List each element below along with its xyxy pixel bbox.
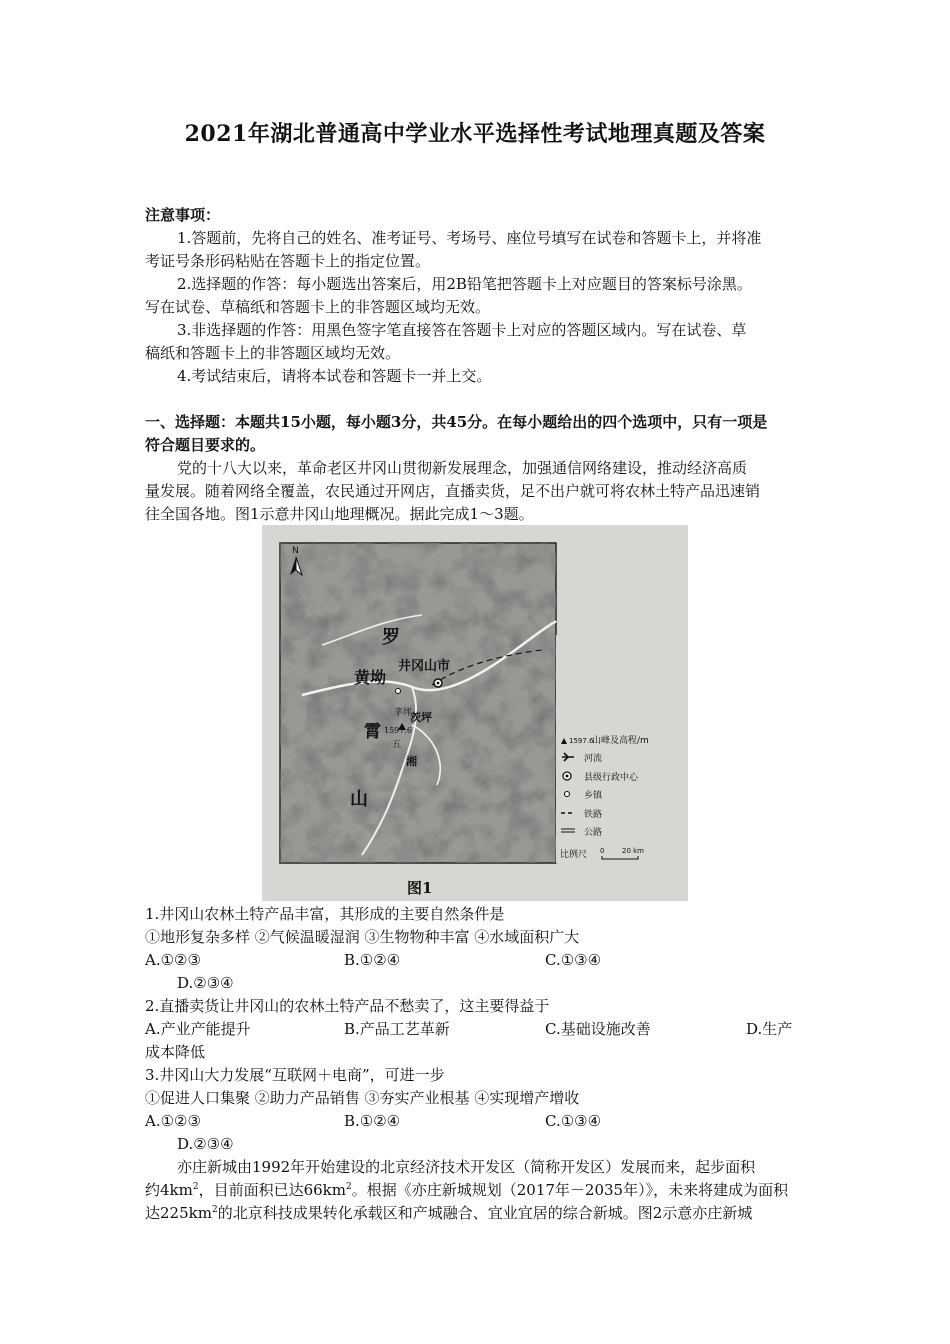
map-label-zhu: 黄坳 <box>354 668 387 687</box>
legend-scale-label: 比例尺 <box>560 850 588 860</box>
north-label: N <box>292 546 299 556</box>
map-label-luo: 罗 <box>382 627 400 648</box>
map-label-town2: 五 <box>392 740 402 750</box>
legend-peak: 山峰及高程/m <box>592 736 649 746</box>
notice-line: 写在试卷、草稿纸和答题卡上的非答题区域均无效。 <box>145 298 491 316</box>
map-label-elev: 1597.6 <box>384 726 412 735</box>
q2-option-c[interactable]: C.基础设施改善 <box>545 1020 651 1038</box>
notice-line: 4.考试结束后，请将本试卷和答题卡一并上交。 <box>177 367 492 385</box>
figure-caption: 图1 <box>407 879 433 897</box>
question-1-items: ①地形复杂多样 ②气候温暖湿润 ③生物物种丰富 ④水域面积广大 <box>145 928 580 946</box>
intro-line: 党的十八大以来，革命老区井冈山贯彻新发展理念，加强通信网络建设，推动经济高质 <box>177 459 748 477</box>
q1-option-c[interactable]: C.①③④ <box>545 951 602 969</box>
map-label-city: 井冈山市 <box>398 659 451 674</box>
map-label-town: 茅坪 <box>394 708 413 718</box>
page-title: 2021年湖北普通高中学业水平选择性考试地理真题及答案 <box>184 121 766 147</box>
notice-heading: 注意事项： <box>145 206 221 224</box>
question-3-items: ①促进人口集聚 ②助力产品销售 ③夯实产业根基 ④实现增产增收 <box>145 1089 580 1107</box>
intro2-line: 达$225km^2$的北京科技成果转化承载区和产城融合、宜业宜居的综合新城。图2示意亦庄新城 <box>145 1204 753 1222</box>
question-1-stem: 1.井冈山农林土特产品丰富，其形成的主要自然条件是 <box>145 905 505 923</box>
intro-line: 量发展。随着网络全覆盖，农民通过开网店，直播卖货，足不出户就可将农林土特产品迅速销 <box>145 482 761 500</box>
q2-option-b[interactable]: B.产品工艺革新 <box>344 1020 450 1038</box>
town-marker-icon <box>396 689 401 694</box>
legend-county: 县级行政中心 <box>584 773 639 783</box>
legend-river: 河流 <box>584 754 603 764</box>
intro-line: 往全国各地。图1示意井冈山地理概况。据此完成1～3题。 <box>145 505 534 523</box>
section-heading: 一、选择题：本题共15小题，每小题3分，共45分。在每小题给出的四个选项中，只有一项是 <box>145 413 768 431</box>
figure-1-map <box>262 525 688 901</box>
q2-option-d-cont: 成本降低 <box>145 1043 206 1061</box>
section-heading-cont: 符合题目要求的。 <box>145 436 266 454</box>
q2-option-a[interactable]: A.产业产能提升 <box>145 1020 251 1038</box>
map-label-ci: 茨坪 <box>410 711 432 724</box>
legend-town-icon <box>565 792 570 797</box>
notice-line: 稿纸和答题卡上的非答题区域均无效。 <box>145 344 401 362</box>
map-label-shan: 山 <box>350 789 368 810</box>
q3-option-b[interactable]: B.①②④ <box>344 1112 401 1130</box>
q3-option-a[interactable]: A.①②③ <box>145 1112 201 1130</box>
q2-option-d[interactable]: D.生产 <box>746 1020 793 1038</box>
notice-line: 3.非选择题的作答：用黑色签字笔直接答在答题卡上对应的答题区域内。写在试卷、草 <box>177 321 747 339</box>
map-label-xian: 湘 <box>406 755 417 768</box>
q1-option-b[interactable]: B.①②④ <box>344 951 401 969</box>
legend-scale-zero: 0 <box>600 847 605 855</box>
q3-option-c[interactable]: C.①③④ <box>545 1112 602 1130</box>
q3-option-d[interactable]: D.②③④ <box>177 1135 234 1153</box>
legend-town: 乡镇 <box>584 791 603 801</box>
intro2-line: 亦庄新城由1992年开始建设的北京经济技术开发区（简称开发区）发展而来，起步面积 <box>177 1158 756 1176</box>
q1-option-d[interactable]: D.②③④ <box>177 974 234 992</box>
legend-railway: 铁路 <box>584 810 603 820</box>
notice-line: 1.答题前，先将自己的姓名、准考证号、考场号、座位号填写在试卷和答题卡上，并将准 <box>177 229 762 247</box>
question-3-stem: 3.井冈山大力发展“互联网＋电商”，可进一步 <box>145 1066 445 1084</box>
legend-scale-value: 20 km <box>622 847 645 855</box>
q1-option-a[interactable]: A.①②③ <box>145 951 201 969</box>
notice-line: 2.选择题的作答：每小题选出答案后，用2B铅笔把答题卡上对应题目的答案标号涂黑。 <box>177 275 752 293</box>
legend-road: 公路 <box>584 828 603 838</box>
intro2-line: 约$4km^2$，目前面积已达$66km^2$。根据《亦庄新城规划（2017年－2035年）》，未来将建成为面积 <box>145 1181 789 1199</box>
notice-line: 考证号条形码粘贴在答题卡上的指定位置。 <box>145 252 431 270</box>
map-label-xiao: 霄 <box>364 722 381 742</box>
legend-peak-sample: 1597.6 <box>569 737 594 745</box>
question-2-stem: 2.直播卖货让井冈山的农林土特产品不愁卖了，这主要得益于 <box>145 997 550 1015</box>
